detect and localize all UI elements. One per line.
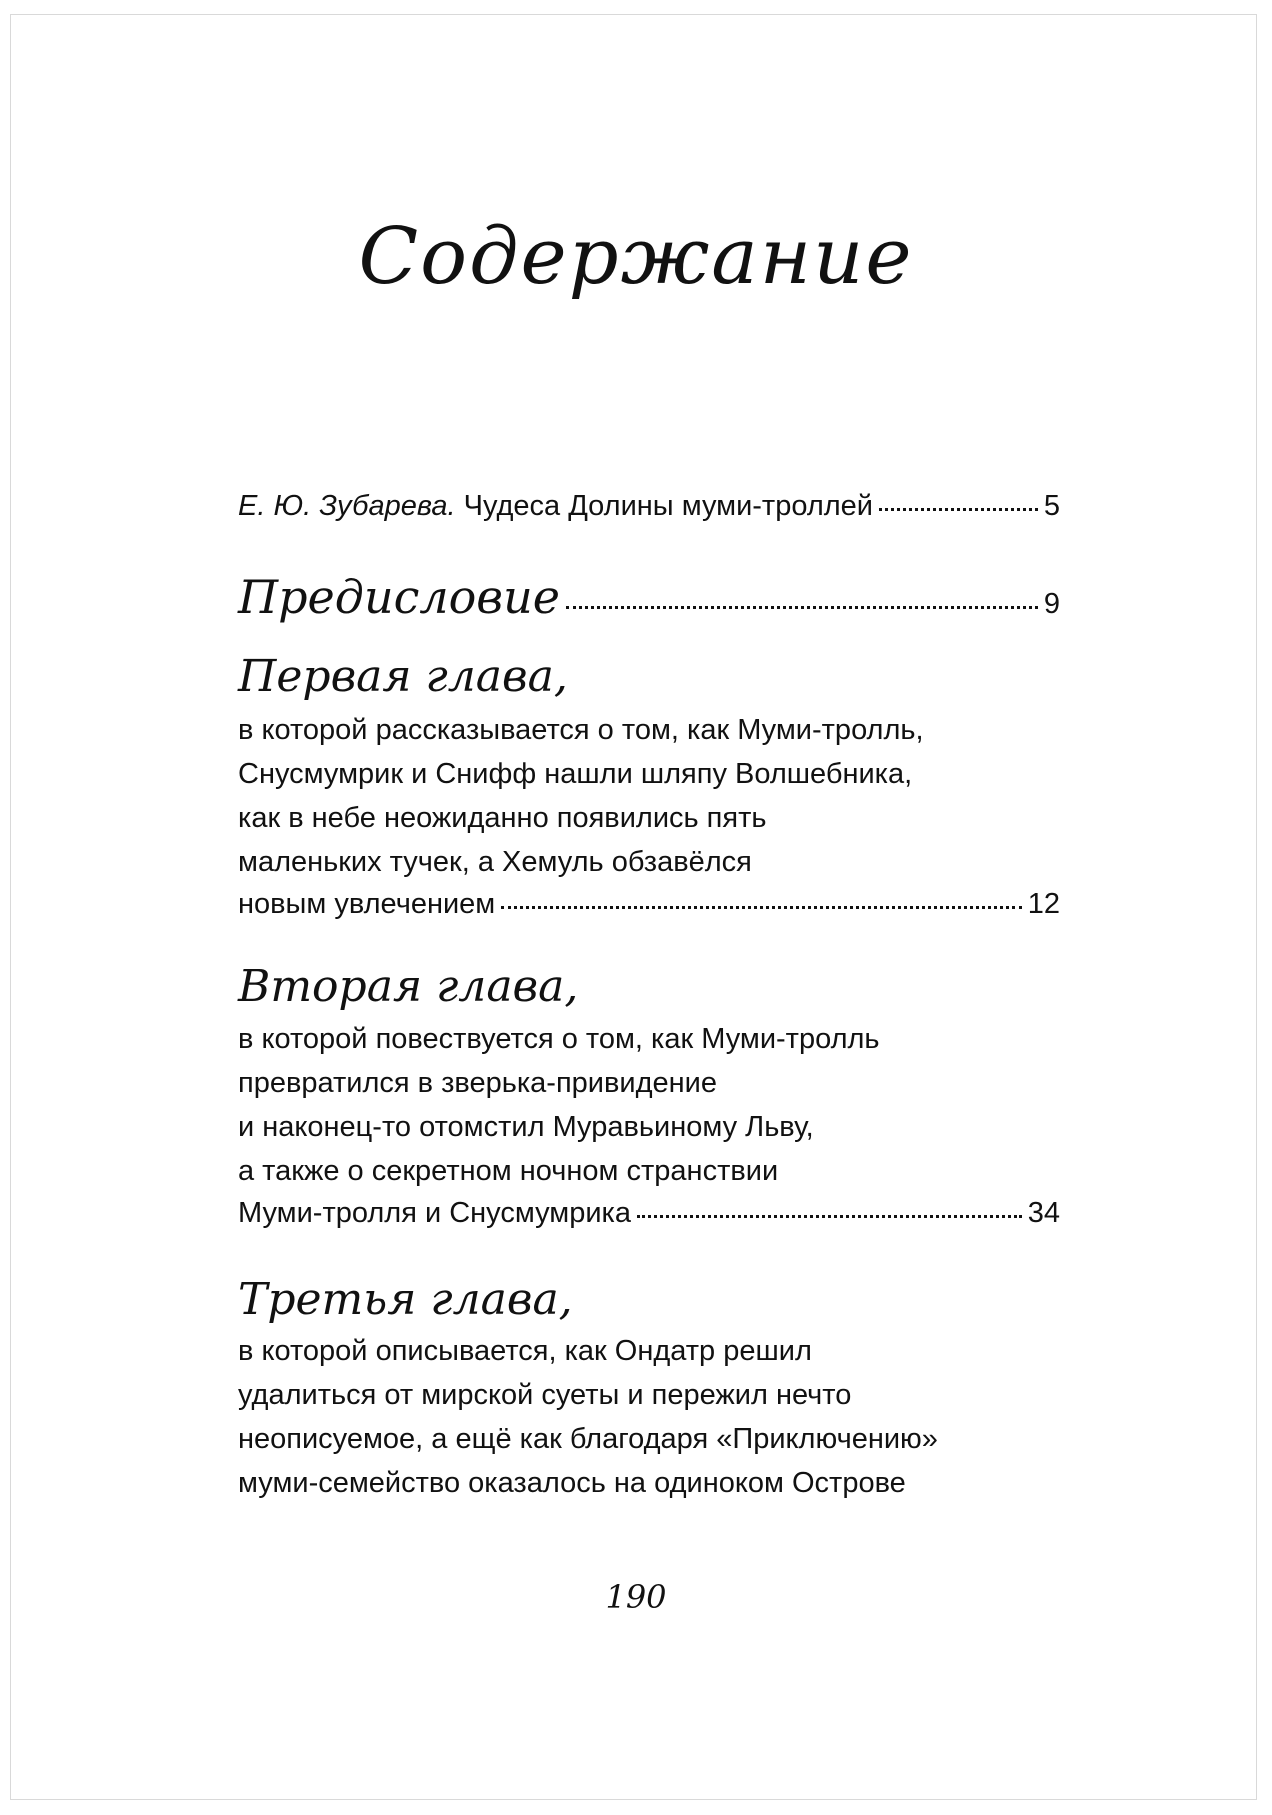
leader-dots (566, 606, 1038, 609)
chapter-1-page: 12 (1027, 888, 1060, 920)
page-number: 190 (605, 1578, 667, 1616)
preface-title: Предисловие (238, 570, 560, 624)
chapter-1-heading[interactable]: Первая глава, (238, 651, 568, 702)
chapter-1-line: как в небе неожиданно появились пять (238, 802, 767, 834)
leader-dots (637, 1215, 1022, 1218)
chapter-2-line: а также о секретном ночном странствии (238, 1155, 779, 1187)
chapter-2-last-line: Муми-тролля и Снусмумрика (238, 1197, 632, 1229)
preface-page: 9 (1043, 588, 1060, 620)
toc-entry-chapter-2[interactable] (238, 1197, 1060, 1230)
toc-entry-preface[interactable] (238, 570, 1060, 624)
chapter-1-line: в которой рассказывается о том, как Муми-тролль, (238, 714, 924, 746)
chapter-2-heading[interactable]: Вторая глава, (238, 961, 579, 1012)
chapter-1-line: маленьких тучек, а Хемуль обзавёлся (238, 846, 752, 878)
chapter-3-line: неописуемое, а ещё как благодаря «Приключению» (238, 1423, 938, 1455)
toc-entry-chapter-1[interactable] (238, 888, 1060, 921)
leader-dots (501, 906, 1022, 909)
chapter-3-line: удалиться от мирской суеты и пережил нечто (238, 1379, 852, 1411)
chapter-1-last-line: новым увлечением (238, 888, 496, 920)
chapter-3-line: муми-семейство оказалось на одиноком Острове (238, 1467, 906, 1499)
chapter-3-heading[interactable]: Третья глава, (238, 1274, 573, 1325)
chapter-1-line: Снусмумрик и Снифф нашли шляпу Волшебника, (238, 758, 913, 790)
intro-title: Чудеса Долины муми-троллей (463, 490, 874, 522)
intro-author: Е. Ю. Зубарева. (238, 490, 456, 522)
chapter-2-line: и наконец-то отомстил Муравьиному Льву, (238, 1111, 814, 1143)
leader-dots (879, 508, 1038, 511)
page-title: Содержание (358, 212, 914, 302)
chapter-2-page: 34 (1027, 1197, 1060, 1229)
chapter-2-line: превратился в зверька-привидение (238, 1067, 717, 1099)
chapter-2-line: в которой повествуется о том, как Муми-тролль (238, 1023, 880, 1055)
toc-entry-intro[interactable] (238, 490, 1060, 523)
intro-page: 5 (1043, 490, 1060, 522)
chapter-3-line: в которой описывается, как Ондатр решил (238, 1335, 812, 1367)
